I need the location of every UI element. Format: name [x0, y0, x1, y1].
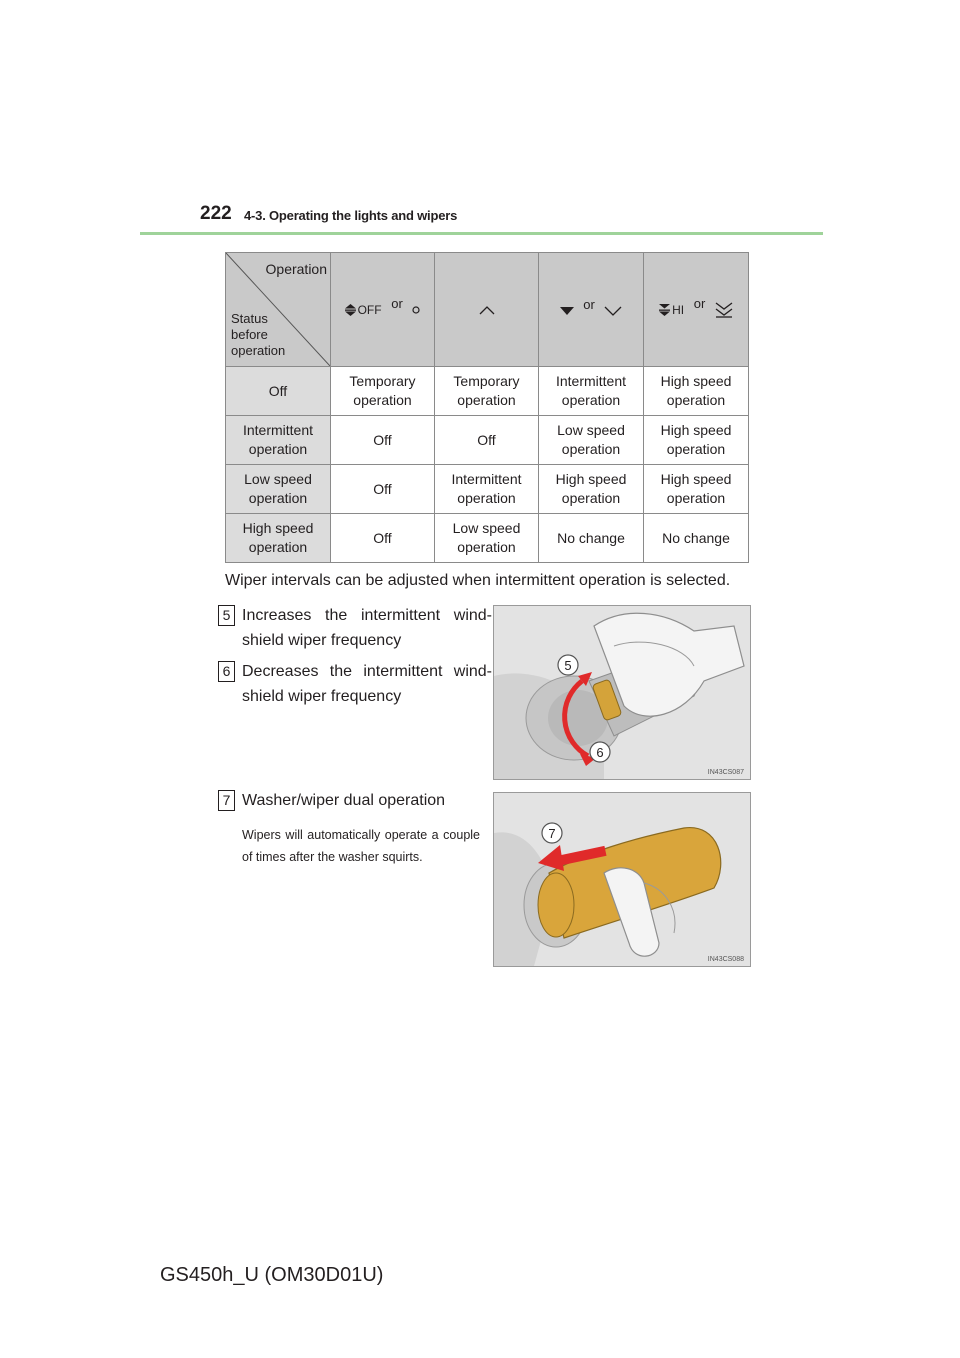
item-text: Decreases the intermittent wind-shield wiper frequency [242, 663, 492, 705]
down-chevron-icon [604, 306, 622, 316]
or-label: or [693, 296, 706, 312]
table-cell: High speed operation [644, 465, 749, 514]
circle-icon [412, 306, 420, 314]
table-cell: No change [644, 514, 749, 563]
table-cell: Intermittent operation [539, 367, 644, 416]
table-cell: High speed operation [644, 416, 749, 465]
or-label: or [583, 297, 595, 312]
column-header-off [331, 253, 435, 367]
figure-code: IN43CS088 [707, 956, 744, 963]
table-cell: No change [539, 514, 644, 563]
status-cell: Off [226, 367, 331, 416]
table-cell: Low speed operation [539, 416, 644, 465]
table-cell: Temporary operation [435, 367, 539, 416]
item-text: Increases the intermittent wind-shield wiper frequency [242, 607, 492, 649]
column-header-hi [644, 253, 749, 367]
manual-code: GS450h_U (OM30D01U) [160, 1264, 384, 1286]
status-header-label: Status before operation [231, 311, 286, 358]
table-cell: Off [331, 416, 435, 465]
washer-drawing [494, 793, 750, 966]
status-cell: High speed operation [226, 514, 331, 563]
table-cell: Off [435, 416, 539, 465]
section-title: 4-3. Operating the lights and wipers [244, 208, 458, 223]
hi-chevron-icon [715, 302, 733, 318]
column-header-mist [435, 253, 539, 367]
header-rule [140, 232, 823, 235]
table-row [226, 416, 749, 465]
hi-icon [659, 304, 670, 316]
callout-5: 5 [564, 658, 572, 673]
table-row [226, 514, 749, 563]
item-number-badge: 7 [218, 790, 235, 811]
table-row [226, 465, 749, 514]
table-cell: Off [331, 514, 435, 563]
status-cell: Intermittent operation [226, 416, 331, 465]
item-number-badge: 6 [218, 661, 235, 682]
table-cell: Temporary operation [331, 367, 435, 416]
table-cell: Off [331, 465, 435, 514]
table-corner-cell [226, 253, 331, 367]
column-header-int [539, 253, 644, 367]
figure-code: IN43CS087 [707, 769, 744, 776]
callout-6: 6 [596, 745, 604, 760]
page-number: 222 [200, 203, 232, 224]
wiper-operation-table [225, 252, 749, 563]
item-subtext: Wipers will automatically operate a couple of times after the washer squirts. [242, 828, 480, 864]
table-cell: High speed operation [644, 367, 749, 416]
item-text: Washer/wiper dual operation [242, 792, 446, 809]
status-cell: Low speed operation [226, 465, 331, 514]
table-cell: Low speed operation [435, 514, 539, 563]
table-cell: Intermittent operation [435, 465, 539, 514]
wiper-interval-drawing [494, 606, 750, 779]
operation-header-label: Operation [265, 261, 327, 277]
washer-illustration [493, 792, 751, 967]
interval-note: Wiper intervals can be adjusted when intermittent operation is selected. [225, 572, 731, 589]
up-chevron-icon [479, 306, 495, 315]
down-triangle-icon [560, 307, 574, 315]
off-icon [345, 304, 356, 316]
or-label: or [391, 296, 403, 312]
table-row [226, 367, 749, 416]
item-number-badge: 5 [218, 605, 235, 626]
hi-label: HI [672, 302, 685, 317]
callout-7: 7 [548, 826, 556, 841]
table-cell: High speed operation [539, 465, 644, 514]
off-label: OFF [357, 302, 382, 317]
wiper-interval-illustration [493, 605, 751, 780]
